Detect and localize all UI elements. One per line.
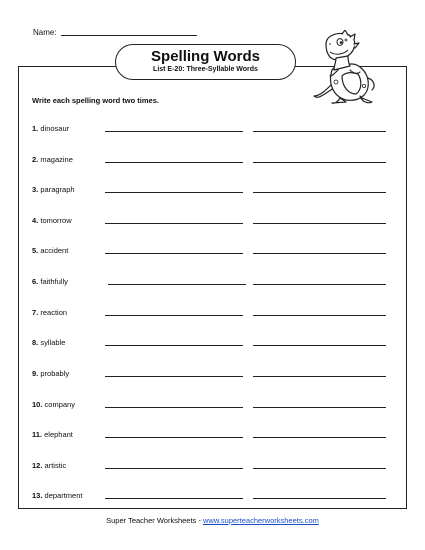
word-row [32, 246, 68, 258]
footer-text: Super Teacher Worksheets - [106, 516, 203, 525]
worksheet-subtitle: List E-20: Three-Syllable Words [153, 66, 258, 73]
word-row [32, 308, 67, 320]
writing-line-1[interactable] [105, 223, 243, 224]
name-label: Name: [33, 28, 57, 37]
writing-line-2[interactable] [253, 376, 386, 377]
writing-line-1[interactable] [105, 253, 243, 254]
spelling-word: accident [40, 246, 69, 255]
spelling-word: paragraph [40, 185, 75, 194]
writing-line-1[interactable] [108, 284, 246, 285]
word-number: 8. [32, 338, 39, 347]
writing-line-2[interactable] [253, 284, 386, 285]
word-row [32, 491, 82, 503]
word-row [32, 216, 72, 228]
spelling-word: tomorrow [40, 216, 72, 225]
writing-line-1[interactable] [105, 407, 243, 408]
word-number: 3. [32, 185, 39, 194]
writing-line-2[interactable] [253, 345, 386, 346]
writing-line-1[interactable] [105, 131, 243, 132]
writing-line-2[interactable] [253, 253, 386, 254]
writing-line-1[interactable] [105, 468, 243, 469]
spelling-word: syllable [40, 338, 66, 347]
spelling-word: artistic [44, 461, 67, 470]
writing-line-1[interactable] [105, 192, 243, 193]
writing-line-2[interactable] [253, 498, 386, 499]
worksheet-frame [18, 66, 407, 509]
word-number: 12. [32, 461, 43, 470]
name-row [33, 28, 197, 37]
word-row [32, 461, 66, 473]
spelling-word: faithfully [40, 277, 68, 286]
word-row [32, 155, 73, 167]
word-number: 11. [32, 430, 43, 439]
writing-line-1[interactable] [105, 498, 243, 499]
writing-line-2[interactable] [253, 468, 386, 469]
word-row [32, 430, 73, 442]
spelling-word: elephant [44, 430, 73, 439]
writing-line-1[interactable] [105, 315, 243, 316]
word-row [32, 338, 65, 350]
word-number: 10. [32, 400, 43, 409]
worksheet-title: Spelling Words [151, 48, 260, 65]
writing-line-2[interactable] [253, 162, 386, 163]
word-row [32, 124, 69, 136]
spelling-word: department [44, 491, 83, 500]
writing-line-1[interactable] [105, 345, 243, 346]
spelling-word: magazine [40, 155, 73, 164]
word-number: 9. [32, 369, 39, 378]
writing-line-2[interactable] [253, 437, 386, 438]
word-number: 7. [32, 308, 39, 317]
word-number: 13. [32, 491, 43, 500]
word-number: 4. [32, 216, 39, 225]
writing-line-2[interactable] [253, 192, 386, 193]
writing-line-2[interactable] [253, 315, 386, 316]
dinosaur-illustration [312, 30, 382, 106]
writing-line-2[interactable] [253, 131, 386, 132]
writing-line-2[interactable] [253, 407, 386, 408]
instructions: Write each spelling word two times. [32, 96, 159, 105]
writing-line-1[interactable] [105, 376, 243, 377]
writing-line-1[interactable] [105, 437, 243, 438]
word-row [32, 400, 75, 412]
title-banner [115, 44, 296, 80]
writing-line-1[interactable] [105, 162, 243, 163]
spelling-word: company [44, 400, 75, 409]
footer [0, 516, 425, 525]
word-number: 6. [32, 277, 39, 286]
word-number: 5. [32, 246, 39, 255]
word-row [32, 185, 75, 197]
spelling-word: reaction [40, 308, 68, 317]
footer-link[interactable]: www.superteacherworksheets.com [202, 516, 319, 525]
word-number: 2. [32, 155, 39, 164]
spelling-word: probably [40, 369, 70, 378]
word-row [32, 369, 69, 381]
word-number: 1. [32, 124, 39, 133]
name-line [61, 35, 197, 36]
spelling-word: dinosaur [40, 124, 70, 133]
writing-line-2[interactable] [253, 223, 386, 224]
word-row [32, 277, 68, 289]
